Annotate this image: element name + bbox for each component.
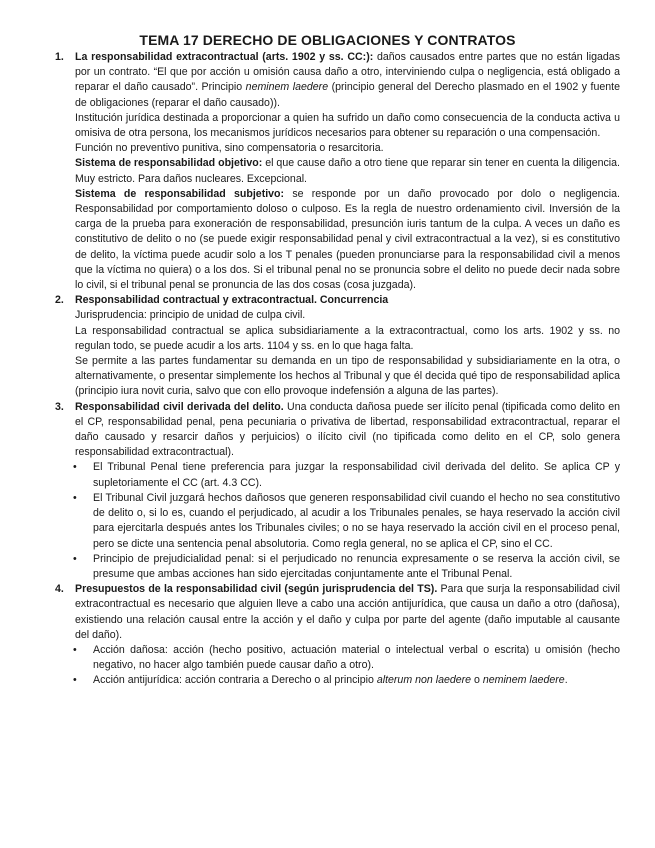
- bullet-icon: •: [73, 552, 77, 565]
- section-2: [55, 293, 620, 399]
- page-title: TEMA 17 DERECHO DE OBLIGACIONES Y CONTRATOS: [139, 32, 516, 48]
- section-3: [55, 400, 620, 461]
- section-4-bullets: [55, 643, 620, 689]
- text: El Tribunal Penal tiene preferencia para juzgar la responsabilidad civil derivada del delito. Se aplica CP y supletoriamente el CC (art. 4.3 CC).: [93, 461, 620, 489]
- latin-term: neminem laedere: [245, 81, 329, 94]
- latin-term: neminem laedere: [482, 674, 565, 687]
- document-body: [55, 50, 620, 689]
- paragraph: Función no preventivo punitiva, sino compensatoria o resarcitoria.: [75, 142, 384, 155]
- section-4-intro: [75, 582, 620, 643]
- section-1: [55, 50, 620, 293]
- section-number: 2.: [55, 294, 64, 307]
- subheading: Sistema de responsabilidad subjetivo:: [75, 187, 285, 200]
- section-4-heading: Presupuestos de la responsabilidad civil (según jurisprudencia del TS).: [75, 583, 438, 596]
- paragraph: [75, 156, 620, 186]
- paragraph: La responsabilidad contractual se aplica subsidiariamente a la extracontractual, como los arts. 1902 y ss. no regulan todo, se puede acudir a los arts. 1104 y ss. en lo que haga falta.: [75, 324, 620, 352]
- paragraph: [75, 187, 620, 293]
- section-3-heading: Responsabilidad civil derivada del delito.: [75, 400, 284, 413]
- paragraph: Institución jurídica destinada a proporcionar a quien ha sufrido un daño como consecuencia de la conducta activa u omisiva de otra persona, los mecanismos jurídicos necesarios para obtener su reparación o una compensación.: [75, 111, 620, 140]
- text: daños causados entre partes que no están ligadas por un contrato. “El que por acción u omisión causa daño a otro, interviniendo culpa o negligencia, está obligado a reparar el daño causado”. Principio: [75, 51, 620, 94]
- text: Principio de prejudicialidad penal: si el perjudicado no renuncia expresamente o se reserva la acción civil, se presume que ambas acciones han sido ejercitadas conjuntamente ante el Tribunal Penal.: [93, 552, 620, 580]
- text: (principio general del Derecho plasmado en el 1902 y fuente de obligaciones (reparar el daño causado)).: [75, 81, 620, 109]
- text: Acción antijurídica: acción contraria a Derecho o al principio: [93, 674, 377, 687]
- bullet-icon: •: [73, 674, 77, 687]
- section-3-intro: [75, 400, 620, 461]
- text: .: [564, 674, 568, 687]
- section-1-intro: [75, 50, 620, 111]
- section-3-bullets: [55, 460, 620, 582]
- paragraph: Se permite a las partes fundamentar su demanda en un tipo de responsabilidad y subsidiariamente en la otra, o alternativamente, o presentar simplemente los hechos al Tribunal y que él decida qué tipo de responsabilidad aplica (principio iura novit curia, salvo que con ello provoque indefensión a alguna de las partes).: [75, 355, 620, 398]
- section-2-heading: Responsabilidad contractual y extracontractual. Concurrencia: [75, 294, 389, 307]
- subheading: Sistema de responsabilidad objetivo:: [75, 157, 263, 170]
- paragraph: Jurisprudencia: principio de unidad de culpa civil.: [75, 309, 306, 322]
- section-number: 3.: [55, 400, 64, 413]
- text: Una conducta dañosa puede ser ilícito penal (tipificada como delito en el CP, responsabilidad penal, pena pecuniaria o privativa de libertad, responsabilidad extracontractual, reparar el daño causado y resarcir daños y perjuicios) o ilícito civil (no tipificada como delito en el CP, solo genera responsabilidad extracontractual).: [75, 400, 620, 459]
- list-item: [73, 491, 620, 552]
- text: Acción dañosa: acción (hecho positivo, actuación material o intelectual verbal o escrita) u omisión (hecho negativo, no hacer algo también puede causar daño a otro).: [93, 643, 620, 672]
- text: el que cause daño a otro tiene que reparar sin tener en cuenta la diligencia. Muy estricto. Para daños nucleares. Excepcional.: [75, 157, 621, 185]
- section-number: 1.: [55, 51, 64, 63]
- list-item: [73, 552, 620, 582]
- section-number: 4.: [55, 583, 64, 596]
- list-item: [73, 460, 620, 490]
- text: Para que surja la responsabilidad civil extracontractual es necesario que alguien lleve a cabo una acción antijurídica, que causa un daño a otro (dañosa), existiendo una relación causal entre la acción y el daño y culpa por parte del agente (daño imputable al causante del daño).: [75, 583, 620, 641]
- list-item: [73, 643, 620, 673]
- latin-term: alterum non laedere: [376, 674, 472, 687]
- section-1-heading: La responsabilidad extracontractual (arts. 1902 y ss. CC:):: [75, 51, 374, 63]
- section-4: [55, 582, 620, 643]
- text: El Tribunal Civil juzgará hechos dañosos que generen responsabilidad civil cuando el hecho no sea constitutivo de delito o, si lo es, cuando el perjudicado, al acudir a los Tribunales penales, se haya reservado la acción civil para ejercitarla después antes los Tribunales civiles; o no se haya reservado la acción civil en el proceso penal, pero se dicte una sentencia penal absolutoria. Como regla general, no se aplica el CP, sino el CC.: [93, 491, 620, 550]
- list-item: [73, 673, 620, 688]
- bullet-icon: •: [73, 491, 77, 504]
- text: se responde por un daño provocado por dolo o negligencia. Responsabilidad por comportamiento doloso o culposo. Es la regla de nuestro ordenamiento civil. Inversión de la carga de la prueba para exoneración de responsabilidad, presunción iuris tantum de la culpa. A veces un daño es constitutivo de delito o no (se puede exigir responsabilidad penal y civil extracontractual a la vez), si es constitutivo de delito, la víctima puede acudir solo a los T penales (pueden pronunciarse para la responsabilidad civil a menos que la víctima no quiera) o a los dos. Si el tribunal penal no se pronuncia sobre el delito no puede decir nada sobre lo civil, si el tribunal penal se pronuncia de las dos cosas (cosa juzgada).: [75, 187, 620, 292]
- text: o: [471, 674, 483, 687]
- bullet-icon: •: [73, 643, 77, 656]
- bullet-icon: •: [73, 461, 77, 474]
